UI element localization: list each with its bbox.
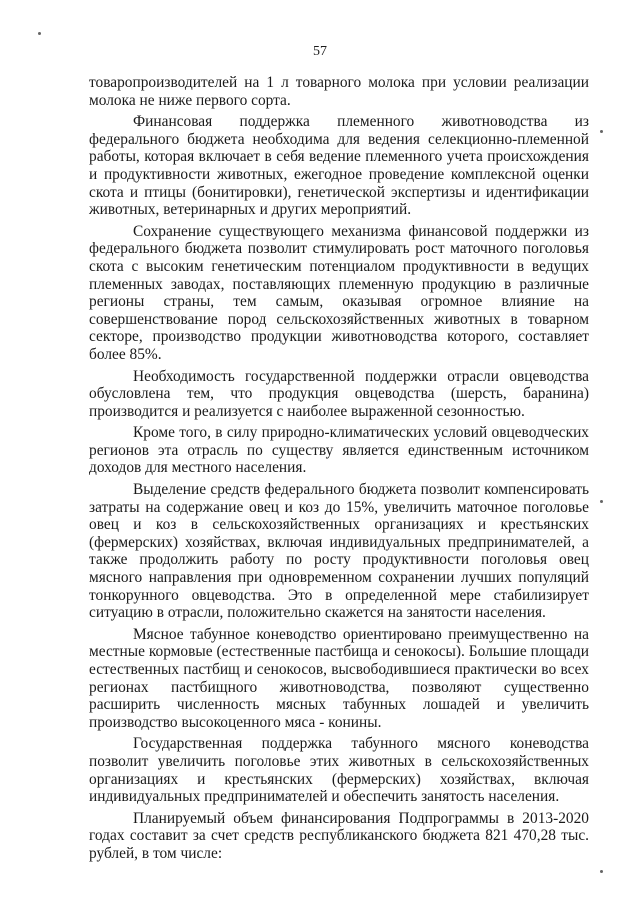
scan-speck [600, 130, 603, 133]
scan-speck [600, 500, 603, 503]
scan-speck [600, 870, 603, 873]
paragraph-6: Выделение средств федерального бюджета позволит компенсировать затраты на содержание овец и коз до 15%, увеличить маточное поголовье овец и коз в сельскохозяйственных организациях и крестьянских (фермерских) хозяйствах, включая индивидуальных предпринимателей, а также продолжить работу по росту продуктивности поголовья овец мясного направления при одновременном сохранении лучших популяций тонкорунного овцеводства. Это в определенной мере стабилизирует ситуацию в отрасли, положительно скажется на занятости населения. [89, 481, 589, 622]
paragraph-3: Сохранение существующего механизма финансовой поддержки из федерального бюджета позволит стимулировать рост маточного поголовья скота с высоким генетическим потенциалом продуктивности в ведущих племенных заводах, поставляющих племенную продукцию в различные регионы страны, тем самым, оказывая огромное влияние на совершенствование пород сельскохозяйственных животных в товарном секторе, производство продукции животноводства которого, составляет более 85%. [89, 222, 589, 363]
paragraph-1: товаропроизводителей на 1 л товарного молока при условии реализации молока не ниже первого сорта. [89, 74, 589, 109]
paragraph-2: Финансовая поддержка племенного животноводства из федерального бюджета необходима для ведения селекционно-племенной работы, которая включает в себя ведение племенного учета происхождения и продуктивности животных, ежегодное проведение комплексной оценки скота и птицы (бонитировки), генетической экспертизы и идентификации животных, ветеринарных и других мероприятий. [89, 113, 589, 219]
paragraph-7: Мясное табунное коневодство ориентировано преимущественно на местные кормовые (естественные пастбища и сенокосы). Большие площади естественных пастбищ и сенокосов, высвободившиеся практически во всех регионах пастбищного животноводства, позволяют существенно расширить численность мясных табунных лошадей и увеличить производство высокоценного мяса - конины. [89, 625, 589, 731]
paragraph-4: Необходимость государственной поддержки отрасли овцеводства обусловлена тем, что продукция овцеводства (шерсть, баранина) производится и реализуется с наиболее выраженной сезонностью. [89, 367, 589, 420]
paragraph-5: Кроме того, в силу природно-климатических условий овцеводческих регионов эта отрасль по существу является единственным источником доходов для местного населения. [89, 424, 589, 477]
scan-speck [38, 32, 41, 35]
paragraph-8: Государственная поддержка табунного мясного коневодства позволит увеличить поголовье этих животных в сельскохозяйственных организациях и крестьянских (фермерских) хозяйствах, включая индивидуальных предпринимателей и обеспечить занятость населения. [89, 735, 589, 806]
document-body [89, 74, 589, 867]
paragraph-9: Планируемый объем финансирования Подпрограммы в 2013-2020 годах составит за счет средств республиканского бюджета 821 470,28 тыс. рублей, в том числе: [89, 809, 589, 862]
page-number: 57 [313, 44, 327, 59]
